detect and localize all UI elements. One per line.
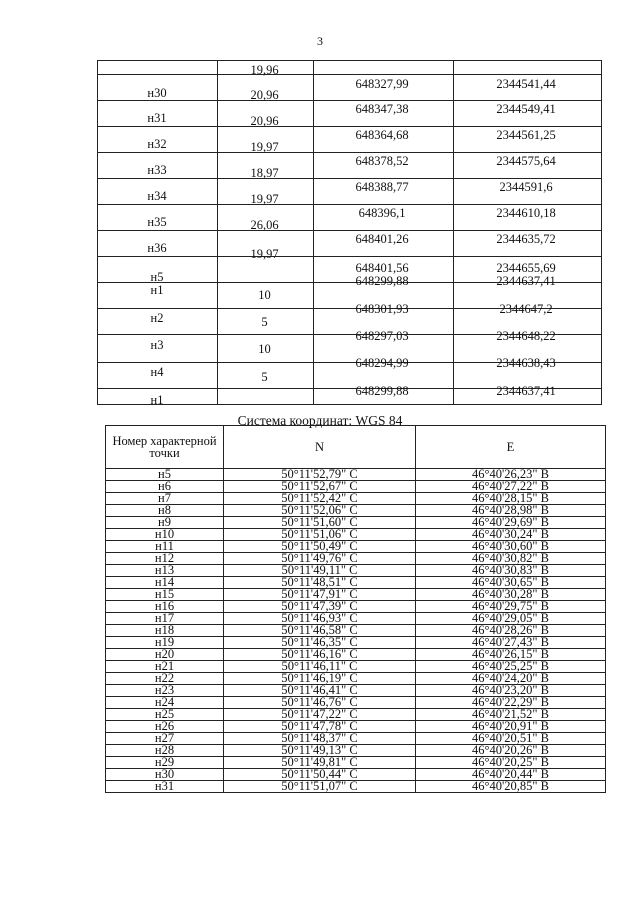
coord-y: 2344610,18 [496, 206, 556, 220]
segment-distance: 19,97 [250, 192, 279, 206]
point-number: н9 [106, 517, 224, 529]
point-number: н2 [150, 311, 164, 325]
coord-y: 2344575,64 [496, 154, 556, 168]
longitude: 46°40'29,69" В [416, 517, 606, 529]
latitude: 50°11'46,41" С [224, 685, 416, 697]
point-number: н8 [106, 505, 224, 517]
latitude: 50°11'46,16" С [224, 649, 416, 661]
point-number: н1 [150, 283, 164, 297]
coord-y: 2344561,25 [496, 128, 556, 142]
coord-x: 648401,26 [355, 232, 409, 246]
point-number: н28 [106, 745, 224, 757]
latitude: 50°11'49,11" С [224, 565, 416, 577]
point-number: н32 [147, 137, 167, 151]
coord-y: 2344591,6 [499, 180, 553, 194]
latitude: 50°11'47,91" С [224, 589, 416, 601]
point-number: н36 [147, 241, 167, 255]
longitude: 46°40'20,25" В [416, 757, 606, 769]
latitude: 50°11'51,07" С [224, 781, 416, 793]
longitude: 46°40'21,52" В [416, 709, 606, 721]
longitude: 46°40'24,20" В [416, 673, 606, 685]
latitude: 50°11'50,44" С [224, 769, 416, 781]
segment-distance: 20,96 [250, 114, 279, 128]
point-number: н4 [150, 365, 164, 379]
point-number: н31 [147, 111, 167, 125]
longitude: 46°40'27,22" В [416, 481, 606, 493]
longitude: 46°40'28,98" В [416, 505, 606, 517]
latitude: 50°11'47,39" С [224, 601, 416, 613]
segment-distance: 18,97 [250, 166, 279, 180]
point-number: н27 [106, 733, 224, 745]
longitude: 46°40'23,20" В [416, 685, 606, 697]
latitude: 50°11'49,76" С [224, 553, 416, 565]
latitude: 50°11'52,06" С [224, 505, 416, 517]
segment-distance: 5 [261, 370, 268, 384]
row-line [97, 74, 602, 75]
longitude: 46°40'20,85" В [416, 781, 606, 793]
latitude: 50°11'52,67" С [224, 481, 416, 493]
wgs84-coordinates-table [105, 425, 606, 793]
coord-x: 648364,68 [355, 128, 409, 142]
longitude: 46°40'29,05" В [416, 613, 606, 625]
point-number: н23 [106, 685, 224, 697]
row-line [97, 178, 602, 179]
point-number: н11 [106, 541, 224, 553]
coord-x: 648327,99 [355, 77, 409, 91]
coord-x: 648301,93 [355, 302, 409, 316]
latitude: 50°11'48,51" С [224, 577, 416, 589]
coord-x: 648299,88 [355, 274, 409, 288]
point-number: н17 [106, 613, 224, 625]
table-row [106, 781, 606, 793]
point-number: н22 [106, 673, 224, 685]
coordinate-system-caption: Система координат: WGS 84 [237, 413, 403, 428]
longitude: 46°40'26,15" В [416, 649, 606, 661]
header-point-number: Номер характерной точки [106, 426, 224, 469]
point-number: н35 [147, 215, 167, 229]
coord-x: 648378,52 [355, 154, 409, 168]
row-line [97, 204, 602, 205]
latitude: 50°11'46,19" С [224, 673, 416, 685]
table-top-border [97, 60, 602, 61]
point-number: н18 [106, 625, 224, 637]
coord-y: 2344635,72 [496, 232, 556, 246]
row-line [97, 126, 602, 127]
segment-distance: 19,97 [250, 140, 279, 154]
longitude: 46°40'26,23" В [416, 469, 606, 481]
segment-distance: 10 [258, 342, 271, 356]
point-number: н20 [106, 649, 224, 661]
row-line [97, 256, 602, 257]
longitude: 46°40'30,60" В [416, 541, 606, 553]
row-line [97, 152, 602, 153]
coord-x: 648401,56 [355, 261, 409, 275]
latitude: 50°11'47,78" С [224, 721, 416, 733]
point-number: н16 [106, 601, 224, 613]
latitude: 50°11'52,79" С [224, 469, 416, 481]
point-number: н15 [106, 589, 224, 601]
coord-x: 648299,88 [355, 384, 409, 398]
longitude: 46°40'25,25" В [416, 661, 606, 673]
longitude: 46°40'30,24" В [416, 529, 606, 541]
coord-x: 648388,77 [355, 180, 409, 194]
page-number: 3 [317, 34, 323, 48]
longitude: 46°40'22,29" В [416, 697, 606, 709]
latitude: 50°11'46,11" С [224, 661, 416, 673]
point-number: н34 [147, 189, 167, 203]
point-number: н29 [106, 757, 224, 769]
coord-x: 648347,38 [355, 102, 409, 116]
longitude: 46°40'28,26" В [416, 625, 606, 637]
boundary-coordinates-table [97, 60, 602, 405]
latitude: 50°11'49,13" С [224, 745, 416, 757]
point-number: н10 [106, 529, 224, 541]
row-line [97, 230, 602, 231]
segment-distance: 5 [261, 315, 268, 329]
latitude: 50°11'51,60" С [224, 517, 416, 529]
point-number: н7 [106, 493, 224, 505]
row-line [97, 100, 602, 101]
point-number: н33 [147, 163, 167, 177]
longitude: 46°40'28,15" В [416, 493, 606, 505]
longitude: 46°40'30,65" В [416, 577, 606, 589]
latitude: 50°11'46,93" С [224, 613, 416, 625]
longitude: 46°40'30,28" В [416, 589, 606, 601]
point-number: н21 [106, 661, 224, 673]
point-number: н26 [106, 721, 224, 733]
point-number: н5 [106, 469, 224, 481]
point-number: н13 [106, 565, 224, 577]
segment-distance: 10 [258, 288, 271, 302]
coord-x: 648294,99 [355, 356, 409, 370]
point-number: н30 [106, 769, 224, 781]
longitude: 46°40'20,44" В [416, 769, 606, 781]
longitude: 46°40'27,43" В [416, 637, 606, 649]
point-number: н31 [106, 781, 224, 793]
point-number: н5 [150, 270, 164, 284]
point-number: н30 [147, 86, 167, 100]
coord-y: 2344648,22 [496, 329, 556, 343]
segment-distance: 20,96 [250, 88, 279, 102]
segment-distance: 19,96 [250, 63, 279, 77]
coord-y: 2344541,44 [496, 77, 556, 91]
header-e: E [416, 426, 606, 469]
coord-y: 2344655,69 [496, 261, 556, 275]
coord-y: 2344637,41 [496, 274, 556, 288]
latitude: 50°11'52,42" С [224, 493, 416, 505]
coord-y: 2344637,41 [496, 384, 556, 398]
table-right-border [601, 60, 602, 405]
coord-x: 648396,1 [358, 206, 406, 220]
coord-x: 648297,03 [355, 329, 409, 343]
latitude: 50°11'49,81" С [224, 757, 416, 769]
point-number: н25 [106, 709, 224, 721]
point-number: н6 [106, 481, 224, 493]
latitude: 50°11'46,35" С [224, 637, 416, 649]
point-number: н12 [106, 553, 224, 565]
coord-y: 2344549,41 [496, 102, 556, 116]
point-number: н1 [150, 393, 164, 407]
point-number: н24 [106, 697, 224, 709]
point-number: н19 [106, 637, 224, 649]
longitude: 46°40'20,91" В [416, 721, 606, 733]
longitude: 46°40'20,51" В [416, 733, 606, 745]
latitude: 50°11'50,49" С [224, 541, 416, 553]
point-number: н14 [106, 577, 224, 589]
latitude: 50°11'46,58" С [224, 625, 416, 637]
longitude: 46°40'30,83" В [416, 565, 606, 577]
longitude: 46°40'20,26" В [416, 745, 606, 757]
point-number: н3 [150, 338, 164, 352]
segment-distance: 19,97 [250, 247, 279, 261]
coord-y: 2344638,43 [496, 356, 556, 370]
segment-distance: 26,06 [250, 218, 279, 232]
header-n: N [224, 426, 416, 469]
latitude: 50°11'51,06" С [224, 529, 416, 541]
longitude: 46°40'29,75" В [416, 601, 606, 613]
latitude: 50°11'47,22" С [224, 709, 416, 721]
coord-y: 2344647,2 [499, 302, 553, 316]
latitude: 50°11'48,37" С [224, 733, 416, 745]
latitude: 50°11'46,76" С [224, 697, 416, 709]
longitude: 46°40'30,82" В [416, 553, 606, 565]
